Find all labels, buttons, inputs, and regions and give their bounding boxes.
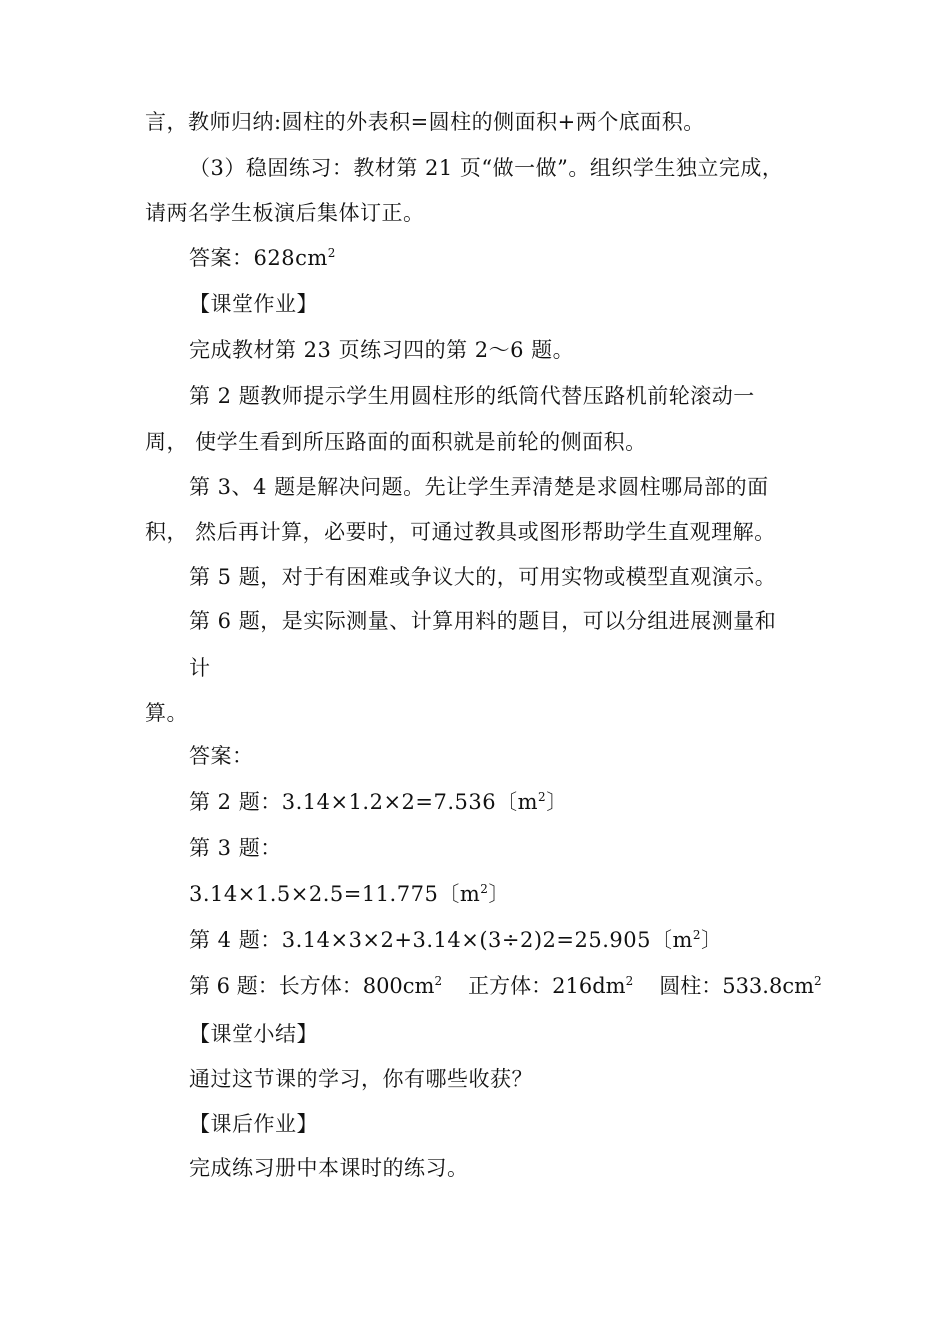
answer-line: [189, 880, 510, 908]
paragraph-line: 算。: [145, 701, 188, 725]
section-heading: 【课堂小结】: [189, 1022, 318, 1046]
paragraph-line: 完成练习册中本课时的练习。: [189, 1156, 469, 1180]
answer-text: 〕: [488, 882, 510, 906]
answer-line: [189, 926, 723, 954]
answer-text: 3.14×1.5×2.5=11.775〔m: [189, 882, 481, 906]
answer-text: 第 4 题：3.14×3×2+3.14×(3÷2)2=25.905〔m: [189, 928, 693, 952]
answer-text: 正方体：216dm: [468, 974, 626, 998]
paragraph-line: （3）稳固练习：教材第 21 页“做一做”。组织学生独立完成，: [189, 156, 784, 180]
answer-text: 第 2 题：3.14×1.2×2=7.536〔m: [189, 790, 539, 814]
answer-text: 答案：628cm: [189, 246, 328, 270]
paragraph-line: 积， 然后再计算，必要时，可通过教具或图形帮助学生直观理解。: [145, 520, 776, 544]
superscript: 2: [814, 974, 822, 988]
paragraph-line: 第 3、4 题是解决问题。先让学生弄清楚是求圆柱哪局部的面: [189, 475, 769, 499]
answer-line: [189, 972, 822, 1000]
answer-line: 第 3 题：: [189, 836, 282, 860]
paragraph-line: 计: [189, 656, 211, 680]
superscript: 2: [480, 882, 489, 896]
paragraph-line: 言，教师归纳:圆柱的外表积=圆柱的侧面积+两个底面积。: [145, 110, 705, 134]
paragraph-line: 通过这节课的学习，你有哪些收获？: [189, 1067, 533, 1091]
answer-text: 〕: [701, 928, 723, 952]
section-heading: 【课堂作业】: [189, 292, 318, 316]
answer-text: 圆柱：533.8cm: [659, 974, 814, 998]
superscript: 2: [538, 790, 547, 804]
paragraph-line: 第 2 题教师提示学生用圆柱形的纸筒代替压路机前轮滚动一: [189, 384, 755, 408]
superscript: 2: [692, 928, 702, 942]
paragraph-line: 周， 使学生看到所压路面的面积就是前轮的侧面积。: [145, 430, 647, 454]
superscript: 2: [625, 974, 634, 988]
paragraph-line: 完成教材第 23 页练习四的第 2～6 题。: [189, 338, 575, 362]
superscript: 2: [434, 974, 443, 988]
answer-heading: 答案：: [189, 744, 254, 768]
answer-text: 第 6 题：长方体：800cm: [189, 974, 435, 998]
section-heading: 【课后作业】: [189, 1112, 318, 1136]
answer-line: [189, 788, 568, 816]
answer-text: 〕: [546, 790, 568, 814]
paragraph-line: 请两名学生板演后集体订正。: [145, 201, 425, 225]
paragraph-line: 第 6 题，是实际测量、计算用料的题目，可以分组进展测量和: [189, 609, 777, 633]
superscript: 2: [327, 246, 336, 260]
answer-line: [189, 244, 336, 272]
paragraph-line: 第 5 题，对于有困难或争议大的，可用实物或模型直观演示。: [189, 565, 777, 589]
